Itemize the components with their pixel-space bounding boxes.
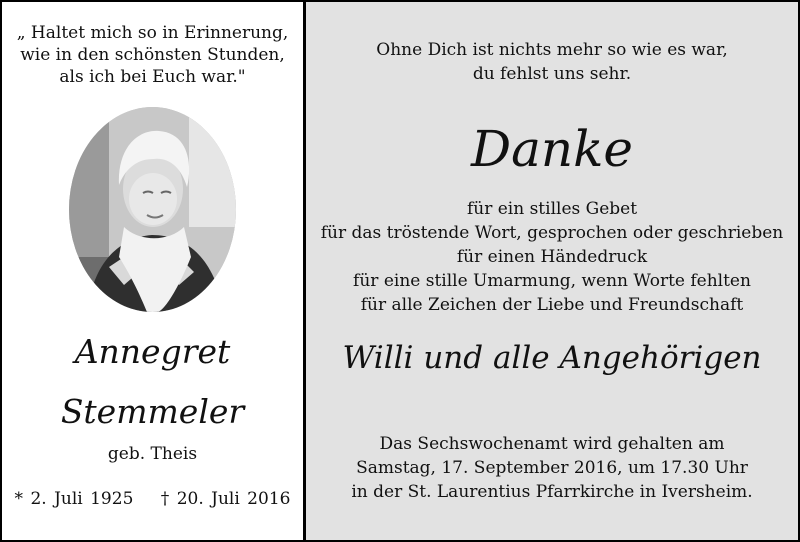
thanks-line: für alle Zeichen der Liebe und Freundschaft [360, 295, 744, 315]
danke-heading: Danke [471, 120, 633, 178]
service-notice [306, 432, 798, 504]
memorial-right-panel [306, 2, 798, 540]
portrait-photo [69, 107, 236, 312]
thanks-line: für eine stille Umarmung, wenn Worte fehlten [353, 271, 751, 291]
deceased-last-name: Stemmeler [60, 392, 245, 431]
thanks-line: für einen Händedruck [456, 247, 648, 267]
birth-name: geb. Theis [107, 444, 198, 464]
portrait-illustration [69, 107, 236, 312]
birth-date: * 2. Juli 1925 [14, 489, 134, 509]
life-dates [2, 489, 303, 509]
family-signature: Willi und alle Angehörigen [342, 340, 762, 376]
thanks-list [306, 197, 798, 317]
quote-line: wie in den schönsten Stunden, [20, 45, 285, 65]
deceased-first-name: Annegret [74, 332, 231, 371]
quote-line: „ Haltet mich so in Erinnerung, [16, 23, 289, 43]
thanks-line: für das tröstende Wort, gesprochen oder geschrieben [320, 223, 784, 243]
intro-text [306, 38, 798, 86]
intro-line: du fehlst uns sehr. [472, 64, 632, 84]
quote-line: als ich bei Euch war." [59, 67, 246, 87]
intro-line: Ohne Dich ist nichts mehr so wie es war, [376, 40, 728, 60]
notice-line: Das Sechswochenamt wird gehalten am [379, 434, 725, 454]
notice-line: Samstag, 17. September 2016, um 17.30 Uhr [356, 458, 748, 478]
death-date: † 20. Juli 2016 [160, 489, 291, 509]
memorial-quote [2, 22, 303, 88]
thanks-line: für ein stilles Gebet [466, 199, 638, 219]
memorial-left-panel [2, 2, 303, 540]
notice-line: in der St. Laurentius Pfarrkirche in Iversheim. [351, 482, 753, 502]
